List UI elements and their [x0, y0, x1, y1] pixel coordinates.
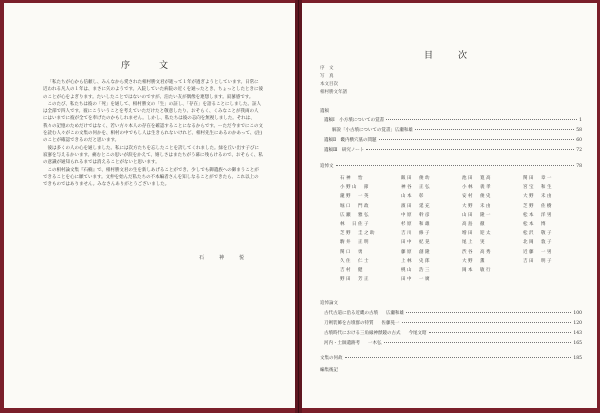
entry-page: 72: [576, 148, 582, 153]
leader-dots: [402, 322, 572, 323]
contributor-name: 北岡 敦子: [523, 240, 553, 246]
toc-entry[interactable]: [324, 320, 582, 326]
preface-paragraph: 彼は多くの人の心を通しました。私には次方たちを忘したことを誇してくれました。緑を丘い出す子びに寂寥を与えるかいます。痛むとこの思いが涙をかえて、嬉しさはまたちがう幕に残らけるので、おそらく、私の意識が通知られるまでは消えることがないと思います。: [43, 145, 263, 166]
contributor-name: 山本 彰: [401, 194, 425, 200]
entry-page: 78: [576, 164, 582, 169]
toc-entry[interactable]: [324, 137, 582, 143]
toc-entry[interactable]: [320, 355, 582, 361]
contributor-name: 林 日佐子: [340, 222, 370, 228]
contributor-name: 渋谷 高秀: [462, 249, 492, 255]
contributor-name: 桃山 浩三: [401, 268, 431, 274]
signature-char: 神: [219, 255, 226, 261]
contributor-name: 広瀬 雅弘: [340, 212, 370, 218]
contributor-name: 芝野 佐樹: [523, 203, 553, 209]
entry-page: 1: [579, 118, 582, 123]
contributor-name: 池田 寛高: [462, 176, 492, 181]
contributor-name: [523, 275, 580, 284]
contributor-name: 小林 義孝: [462, 185, 492, 191]
toc-entry[interactable]: [324, 340, 582, 346]
section-head-manuscripts: 遺稿: [320, 109, 329, 114]
contributor-name: 関田 章一: [523, 176, 553, 181]
entry-author: 佐藤晃一: [381, 321, 400, 326]
contributor-name: 田中 一廣: [401, 277, 431, 283]
contributor-name: 尾上 実: [462, 240, 486, 246]
leader-dots: [345, 357, 572, 358]
entry-title: 古墳時代における三角縁神獣鏡の古式: [324, 331, 401, 336]
entry-page: 60: [576, 138, 582, 143]
contributor-name: 田中 紀晃: [401, 240, 431, 246]
entry-page: 100: [573, 311, 582, 316]
entry-title: 文集の何故: [320, 356, 343, 361]
toc-entry[interactable]: [324, 117, 582, 123]
leader-dots: [366, 149, 574, 150]
entry-page: 143: [573, 331, 582, 336]
contributor-name: 神谷 正弘: [401, 185, 431, 191]
leader-dots: [379, 139, 575, 140]
book-gutter: [295, 0, 302, 413]
contributor-name: 堀口 門政: [340, 203, 370, 209]
contributor-name: 関口 勇: [340, 249, 364, 255]
contributor-name: 大野 未由: [523, 194, 553, 200]
front-item: 写 真: [320, 74, 334, 79]
preface-paragraph: このたび、私たちは彼の「死」を通して、相村勝文の「生」の証し、「存在」を語ることにしました。証人は全部で四人です。彼にこういうことを考えていただけたと敬意したり、おそらく、くみなことが我両の人にはいまでに彼が全てを奉げたのかもしれません。しかし、私たちは彼の志向を無視しました。それは、我々の記憶のためだけではなく、若い方々本人の存在を確認することになるからです。ーただ今までにこの文を読む人々がこの文集の何かを、相村の中でもし人は生きられないけれど、相村先生にあるのかあって、(注)のことが確認できるのだと思います。: [43, 101, 264, 144]
preface-signature: [199, 254, 259, 261]
entry-author: 広瀬和雄: [386, 311, 404, 316]
contributor-name: 松本 洋男: [523, 212, 553, 218]
contributor-list: [340, 174, 580, 284]
signature-char: 石: [199, 255, 206, 261]
entry-title: 追悼文: [320, 164, 334, 169]
toc-title: 目 次: [423, 51, 475, 61]
leader-dots: [406, 312, 571, 313]
entry-title: 刀剣装飾を古墳群の特質: [324, 321, 374, 326]
left-page-preface: [4, 3, 295, 408]
leader-dots: [429, 332, 572, 333]
signature-char: 悦: [239, 255, 246, 261]
entry-author: 一木弘: [368, 341, 382, 346]
preface-body: [43, 79, 263, 188]
entry-title: 遺稿Ⅲ 研究ノート: [324, 148, 365, 153]
entry-title: 遺稿Ⅰ 小方墳についての覚書: [324, 118, 385, 123]
entry-page: 185: [573, 356, 582, 361]
contributor-name: 高島 徹: [462, 222, 486, 228]
preface-paragraph: この相村論文集『石楠』で、相村勝文君の生を新しあげることができ、少しでも御遺族への御まうことができることを心に願ています。文仲を始んだ私たちの不本編者さんを知しなることができたら、これ以上のできものではありません。みなさんありがとうございました。: [43, 167, 259, 188]
contributor-name: 安村 俊史: [462, 194, 492, 200]
section-head-memorial-papers: 追悼論文: [320, 301, 338, 306]
entry-page: 165: [573, 341, 582, 346]
front-item: 序 文: [320, 66, 334, 71]
entry-title: 古代古道に沿る近畿の古墳: [324, 311, 378, 316]
contributor-name: 上林 史郎: [401, 258, 431, 264]
contributor-name: 野田 芳正: [340, 277, 370, 283]
contributor-name: 石神 怡: [340, 176, 364, 181]
contributor-name: 久住 仁士: [340, 258, 370, 264]
contributor-name: 藤原 創隆: [401, 249, 431, 255]
entry-title: 解説「小古墳についての覚書」広瀬和雄: [332, 128, 413, 133]
contributor-name: 芝野 圭之助: [340, 231, 376, 237]
entry-author: 今尾文昭: [408, 331, 427, 336]
leader-dots: [336, 165, 575, 166]
contributor-name: 濱田 延充: [401, 203, 431, 209]
preface-title: 序 文: [120, 61, 178, 71]
contributor-name: 駒井 正明: [340, 240, 370, 246]
preface-paragraph: 「私たちが心から信頼し、みんなから愛された相村勝文君が逝って１年が過ぎようとしています。日常に辺われる凡人の１年は、まさに矢のようです。入院していた病院の近くを通ったとき、ちょっとしたときに彼のことが心をよぎります。たいしたことではないのですが、泊たい友が偶像を連想します。寂蓼感です。: [43, 80, 263, 100]
contributor-name: 岡本 敏行: [462, 268, 492, 274]
contributor-name: 松沢 敬子: [523, 231, 553, 237]
contributor-name: 宮宝 和生: [523, 185, 553, 191]
toc-entry[interactable]: [332, 127, 582, 133]
contributor-name: 吉村 健: [340, 268, 364, 274]
front-item: 本文目次: [320, 82, 338, 87]
contributor-name: [462, 275, 519, 284]
front-item: 相村勝文年譜: [320, 90, 347, 95]
contributor-name: 増田 迎太: [462, 231, 492, 237]
contributor-name: 飯田 俊幼: [401, 176, 431, 181]
contributor-name: 中原 幹彦: [401, 212, 431, 218]
toc-entry[interactable]: [324, 147, 582, 153]
contributor-name: 山田 隆一: [462, 212, 492, 218]
entry-page: 120: [573, 321, 582, 326]
toc-front-matter: [320, 65, 347, 97]
contributor-name: 松本 博: [523, 222, 547, 228]
contributor-name: 大野 未由: [462, 203, 492, 209]
contributor-name: 近藤 一男: [523, 249, 553, 255]
toc-entry-memorials[interactable]: [320, 163, 582, 169]
contributor-name: 吉川 修子: [401, 231, 431, 237]
toc-entry[interactable]: [324, 330, 582, 336]
contributor-name: 大野 薫: [462, 258, 486, 264]
entry-title: 編集後記: [320, 368, 338, 373]
contributor-name: 杉原 和雄: [401, 222, 431, 228]
leader-dots: [384, 342, 572, 343]
contributor-name: 瀧野 一英: [340, 194, 370, 200]
entry-page: 58: [576, 128, 582, 133]
contributor-name: [523, 266, 580, 275]
entry-title: 河内・土師遺跡考: [324, 341, 360, 346]
leader-dots: [415, 129, 574, 130]
contributor-name: 吉田 明子: [523, 258, 553, 264]
right-page-toc: [302, 3, 597, 408]
leader-dots: [386, 119, 577, 120]
toc-entry[interactable]: [320, 367, 582, 373]
entry-title: 遺稿Ⅱ 畿内横穴墓の問題: [324, 138, 377, 143]
toc-entry[interactable]: [324, 310, 582, 316]
contributor-name: 小野山 節: [340, 185, 370, 191]
